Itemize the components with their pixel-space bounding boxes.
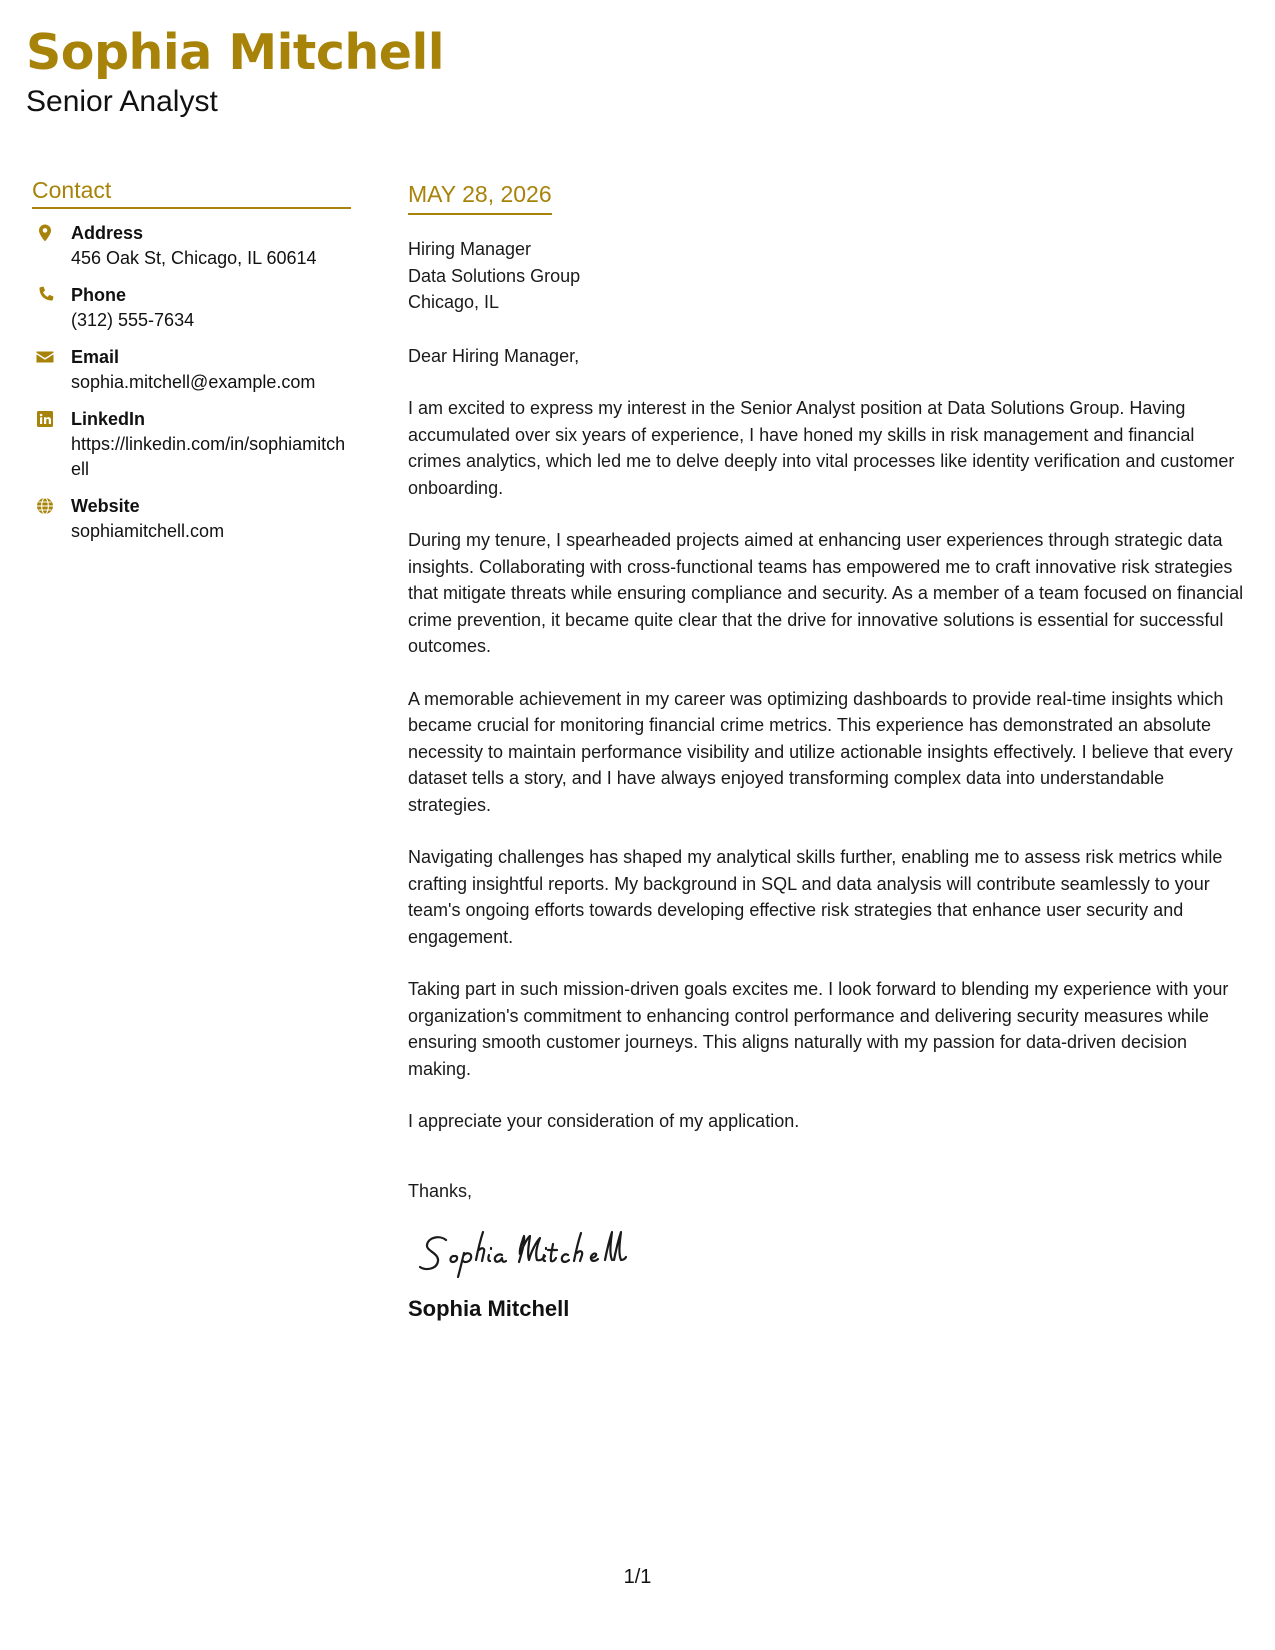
phone-value: (312) 555-7634 — [71, 310, 195, 330]
letter-paragraph: Taking part in such mission-driven goals excites me. I look forward to blending my experience with your organization's commitment to enhancing control performance and delivering security measures while ensuring smooth customer journeys. This aligns naturally with my passion for data-driven decision making. — [408, 979, 1229, 1079]
contact-label: Website — [71, 496, 140, 516]
contact-item-email — [32, 345, 351, 395]
contact-label: Email — [71, 347, 120, 367]
author-title: Senior Analyst — [26, 85, 218, 118]
envelope-icon — [35, 347, 55, 367]
letter-paragraph: Navigating challenges has shaped my analytical skills further, enabling me to assess risk metrics while crafting insightful reports. My background in SQL and data analysis will contribute seamlessly to your team's ongoing efforts towards developing effective risk strategies that enhance user security and engagement. — [408, 847, 1223, 947]
contact-label: LinkedIn — [71, 409, 146, 429]
website-value[interactable]: sophiamitchell.com — [71, 521, 225, 541]
email-value: sophia.mitchell@example.com — [71, 372, 316, 392]
letter-paragraph: I am excited to express my interest in the Senior Analyst position at Data Solutions Group. Having accumulated over six years of experience, I have honed my skills in risk management and financial crimes analytics, which led me to delve deeply into vital processes like identity verification and customer onboarding. — [408, 398, 1235, 498]
letter-body — [408, 178, 1248, 1324]
contact-item-linkedin — [32, 407, 351, 482]
address-value: 456 Oak St, Chicago, IL 60614 — [71, 248, 317, 268]
letterhead — [26, 22, 444, 120]
letter-paragraph: During my tenure, I spearheaded projects aimed at enhancing user experiences through strategic data insights. Collaborating with cross-functional teams has empowered me to craft innovative risk strategies that mitigate threats while ensuring compliance and security. As a member of a team focused on financial crime prevention, it became quite clear that the drive for innovative solutions is essential for successful outcomes. — [408, 530, 1244, 656]
contact-sidebar — [32, 175, 351, 556]
contact-section-title: Contact — [32, 175, 351, 209]
letter-paragraph: A memorable achievement in my career was optimizing dashboards to provide real-time insights which became crucial for monitoring financial crime metrics. This experience has demonstrated an absolute necessity to maintain performance visibility and utilize actionable insights effectively. I believe that every dataset tells a story, and I have always enjoyed transforming complex data into understandable strategies. — [408, 688, 1233, 815]
contact-item-website — [32, 494, 351, 544]
salutation: Dear Hiring Manager, — [408, 345, 580, 366]
linkedin-value[interactable]: https://linkedin.com/in/sophiamitchell — [71, 434, 346, 479]
page-number: 1/1 — [623, 1566, 652, 1588]
contact-label: Phone — [71, 285, 127, 305]
contact-item-address — [32, 221, 351, 271]
closing: Thanks, — [408, 1180, 473, 1201]
map-pin-icon — [35, 223, 55, 243]
linkedin-icon — [35, 409, 55, 429]
handwritten-signature — [416, 1222, 666, 1282]
recipient-line: Data Solutions Group — [408, 265, 581, 286]
letter-paragraph: I appreciate your consideration of my application. — [408, 1111, 800, 1131]
globe-icon — [35, 496, 55, 516]
contact-list — [32, 221, 351, 544]
phone-icon — [35, 285, 55, 305]
recipient-line: Hiring Manager — [408, 239, 532, 259]
contact-item-phone — [32, 283, 351, 333]
recipient-line: Chicago, IL — [408, 292, 500, 312]
letter-date: MAY 28, 2026 — [408, 178, 552, 215]
author-name: Sophia Mitchell — [26, 24, 445, 81]
recipient-block — [408, 236, 1248, 316]
contact-label: Address — [71, 223, 144, 243]
signed-name: Sophia Mitchell — [408, 1296, 570, 1321]
